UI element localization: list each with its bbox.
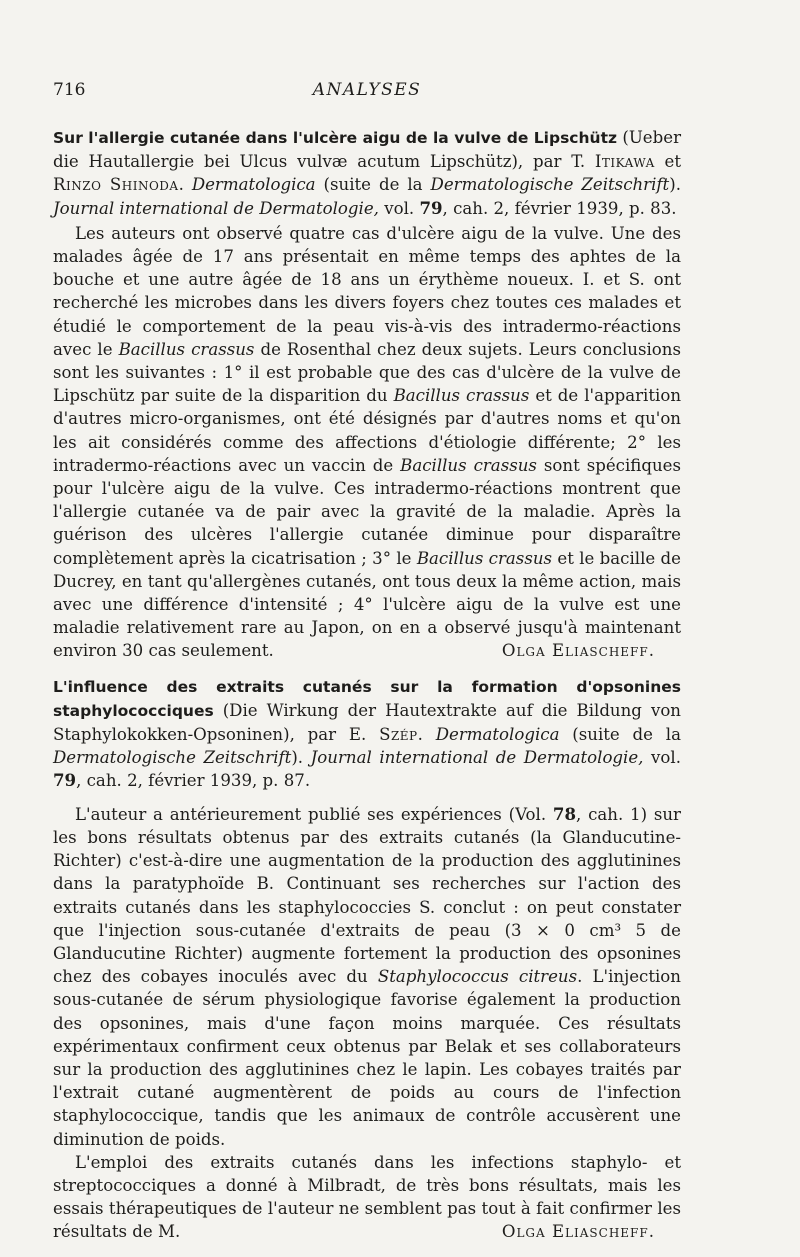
- article-1-body: Les auteurs ont observé quatre cas d'ulcère aigu de la vulve. Une des malades âgée de 17 ans présentait en même temps des aphtes de la bouche et une autre âgée de 18 ans un érythème noueux. I. et S. ont recherché les microbes dans les divers foyers chez toutes ces malades et étudié le comportement de la peau vis-à-vis des intradermo-réactions avec le Bacillus crassus de Rosenthal chez deux sujets. Leurs conclusions sont les suivantes : 1° il est probable que des cas d'ulcère de la vulve de Lipschütz par suite de la disparition du Bacillus crassus et de l'apparition d'autres micro-organismes, ont été désignés par d'autres noms et qu'on les ait considérés comme des affections d'étiologie différente; 2° les intradermo-réactions avec un vaccin de Bacillus crassus sont spécifiques pour l'ulcère aigu de la vulve. Ces intradermo-réactions montrent que l'allergie cutanée va de pair avec la gravité de la maladie. Après la guérison des ulcères l'allergie cutanée diminue pour disparaître complètement après la cicatrisation ; 3° le Bacillus crassus et le bacille de Ducrey, en tant qu'allergènes cutanés, ont tous deux la même action, mais avec une différence d'intensité ; 4° l'ulcère aigu de la vulve est une maladie relativement rare au Japon, on en a observé jusqu'à maintenant environ 30 cas seulement. Olga Eliascheff.: [53, 222, 681, 663]
- article-2-body-1: L'auteur a antérieurement publié ses expériences (Vol. 78, cah. 1) sur les bons résultats obtenus par des extraits cutanés (la Glanducutine-Richter) c'est-à-dire une augmentation de la production des agglutinines dans la paratyphoïde B. Continuant ses recherches sur l'action des extraits cutanés dans les staphylococcies S. conclut : on peut constater que l'injection sous-cutanée d'extraits de peau (3 × 0 cm³ 5 de Glanducutine Richter) augmente fortement la production des opsonines chez des cobayes inoculés avec du Staphylococcus citreus. L'injection sous-cutanée de sérum physiologique favorise également la production des opsonines, mais d'une façon moins marquée. Ces résultats expérimentaux confirment ceux obtenus par Belak et ses collaborateurs sur la production des agglutinines chez le lapin. Les cobayes traités par l'extrait cutané augmentèrent de poids au cours de l'infection staphylococcique, tandis que les animaux de contrôle accusèrent une diminution de poids.: [53, 803, 681, 1149]
- article-1-signature: Olga Eliascheff.: [501, 641, 655, 661]
- page-header: [53, 74, 681, 104]
- article-2-body-2: L'emploi des extraits cutanés dans les infections staphylo- et streptococciques a donné à Milbradt, de très bons résultats, mais les essais thérapeutiques de l'auteur ne semblent pas tout à fait confirmer les résultats de M. Olga Eliascheff.: [53, 1151, 681, 1244]
- article-1-volume: 79: [419, 197, 443, 218]
- page-number: 716: [53, 80, 86, 100]
- article-2-journal: Dermatologica: [435, 725, 560, 745]
- article-1-reference: Sur l'allergie cutanée dans l'ulcère aigu de la vulve de Lipschütz (Ueber die Hautallergie bei Ulcus vulvæ acutum Lipschütz), par T. Itikawa et Rinzo Shinoda. Dermatologica (suite de la Dermatologische Zeitschrift). Journal international de Dermatologie, vol. 79, cah. 2, février 1939, p. 83.: [53, 128, 682, 218]
- page: [53, 74, 681, 1244]
- article-2-title: L'influence des extraits cutanés sur la formation d'opsonines staphylococciques: [53, 677, 681, 720]
- article-2-author: Szép: [379, 725, 418, 745]
- article-1-title: Sur l'allergie cutanée dans l'ulcère aigu de la vulve de Lipschütz: [53, 129, 617, 147]
- article-1: [53, 126, 681, 663]
- running-title: ANALYSES: [312, 80, 422, 100]
- article-1-author-1: Itikawa: [594, 152, 655, 172]
- article-1-author-2: Rinzo Shinoda: [53, 175, 179, 195]
- article-2-reference: L'influence des extraits cutanés sur la formation d'opsonines staphylococciques (Die Wirkung der Hautextrakte auf die Bildung von Staphylokokken-Opsoninen), par E. Szép. Dermatologica (suite de la Dermatologische Zeitschrift). Journal international de Dermatologie, vol. 79, cah. 2, février 1939, p. 87.: [53, 677, 681, 791]
- article-2: [53, 675, 681, 1244]
- article-2-volume: 79: [53, 770, 77, 791]
- article-1-journal: Dermatologica: [191, 175, 316, 195]
- article-2-signature: Olga Eliascheff.: [501, 1222, 655, 1242]
